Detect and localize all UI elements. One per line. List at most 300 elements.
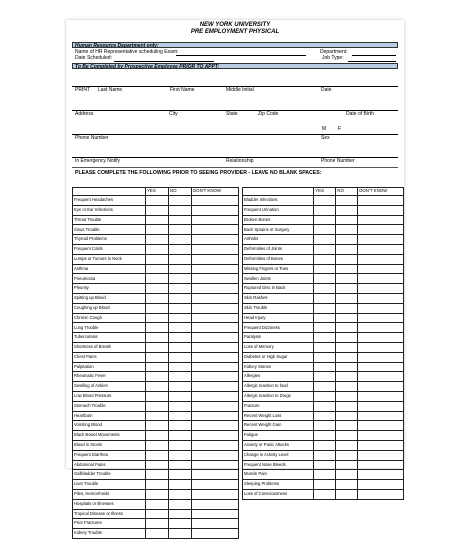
table-row bbox=[73, 440, 239, 450]
table-row bbox=[73, 382, 239, 392]
no-checkbox[interactable] bbox=[336, 225, 358, 235]
no-checkbox[interactable] bbox=[169, 382, 192, 392]
no-checkbox[interactable] bbox=[169, 244, 192, 254]
dont-know-checkbox[interactable] bbox=[192, 372, 239, 382]
no-checkbox[interactable] bbox=[336, 391, 358, 401]
yes-checkbox[interactable] bbox=[146, 401, 169, 411]
symptom-label: Loss of Memory bbox=[243, 342, 314, 352]
table-row bbox=[73, 264, 239, 274]
no-checkbox[interactable] bbox=[169, 274, 192, 284]
yes-checkbox[interactable] bbox=[146, 352, 169, 362]
yes-checkbox[interactable] bbox=[146, 313, 169, 323]
no-checkbox[interactable] bbox=[169, 431, 192, 441]
dont-know-checkbox[interactable] bbox=[192, 411, 239, 421]
dont-know-checkbox[interactable] bbox=[358, 489, 404, 499]
dont-know-checkbox[interactable] bbox=[358, 323, 404, 333]
no-checkbox[interactable] bbox=[169, 264, 192, 274]
no-checkbox[interactable] bbox=[336, 352, 358, 362]
dont-know-checkbox[interactable] bbox=[192, 342, 239, 352]
yes-checkbox[interactable] bbox=[314, 244, 336, 254]
dont-know-checkbox[interactable] bbox=[192, 382, 239, 392]
yes-checkbox[interactable] bbox=[146, 450, 169, 460]
dont-know-checkbox[interactable] bbox=[192, 284, 239, 294]
symptom-label: Loss of Consciousness bbox=[243, 489, 314, 499]
dont-know-checkbox[interactable] bbox=[358, 411, 404, 421]
dont-know-checkbox[interactable] bbox=[358, 391, 404, 401]
symptom-label: Sleeping Problems bbox=[243, 480, 314, 490]
table-row bbox=[73, 225, 239, 235]
yes-checkbox[interactable] bbox=[314, 196, 336, 206]
yes-checkbox[interactable] bbox=[146, 372, 169, 382]
no-checkbox[interactable] bbox=[169, 440, 192, 450]
yes-checkbox[interactable] bbox=[146, 303, 169, 313]
table-row bbox=[73, 323, 239, 333]
no-checkbox[interactable] bbox=[336, 205, 358, 215]
table-row bbox=[243, 264, 404, 274]
dont-know-checkbox[interactable] bbox=[192, 509, 239, 519]
yes-checkbox[interactable] bbox=[146, 529, 169, 539]
no-checkbox[interactable] bbox=[336, 460, 358, 470]
header-blank bbox=[73, 188, 146, 196]
no-checkbox[interactable] bbox=[169, 480, 192, 490]
no-checkbox[interactable] bbox=[169, 293, 192, 303]
header-no: NO bbox=[169, 188, 192, 196]
no-checkbox[interactable] bbox=[169, 215, 192, 225]
yes-checkbox[interactable] bbox=[146, 440, 169, 450]
symptom-label: Chronic Cough bbox=[73, 313, 146, 323]
yes-checkbox[interactable] bbox=[314, 450, 336, 460]
dont-know-checkbox[interactable] bbox=[358, 254, 404, 264]
symptom-label: Tropical Disease or Illness bbox=[73, 509, 146, 519]
dont-know-checkbox[interactable] bbox=[192, 196, 239, 206]
yes-checkbox[interactable] bbox=[314, 440, 336, 450]
symptoms-heading: PLEASE COMPLETE THE FOLLOWING PRIOR TO SEEING PROVIDER - LEAVE NO BLANK SPACES: bbox=[75, 170, 322, 176]
no-checkbox[interactable] bbox=[336, 244, 358, 254]
symptom-label: Deformities of Bones bbox=[243, 254, 314, 264]
no-checkbox[interactable] bbox=[336, 401, 358, 411]
dont-know-checkbox[interactable] bbox=[358, 372, 404, 382]
yes-checkbox[interactable] bbox=[314, 333, 336, 343]
yes-checkbox[interactable] bbox=[146, 489, 169, 499]
yes-checkbox[interactable] bbox=[146, 225, 169, 235]
no-checkbox[interactable] bbox=[336, 333, 358, 343]
no-checkbox[interactable] bbox=[336, 382, 358, 392]
yes-checkbox[interactable] bbox=[146, 205, 169, 215]
no-checkbox[interactable] bbox=[169, 284, 192, 294]
dont-know-checkbox[interactable] bbox=[192, 460, 239, 470]
dont-know-checkbox[interactable] bbox=[358, 235, 404, 245]
dont-know-checkbox[interactable] bbox=[358, 264, 404, 274]
yes-checkbox[interactable] bbox=[146, 342, 169, 352]
no-checkbox[interactable] bbox=[169, 450, 192, 460]
no-checkbox[interactable] bbox=[169, 313, 192, 323]
no-checkbox[interactable] bbox=[169, 499, 192, 509]
symptom-label: Vomiting Blood bbox=[73, 421, 146, 431]
table-row bbox=[73, 362, 239, 372]
hr-name-label: Name of HR Representative scheduling Exam: bbox=[75, 49, 179, 55]
yes-checkbox[interactable] bbox=[146, 382, 169, 392]
no-checkbox[interactable] bbox=[336, 362, 358, 372]
no-checkbox[interactable] bbox=[336, 215, 358, 225]
table-row bbox=[73, 421, 239, 431]
no-checkbox[interactable] bbox=[169, 401, 192, 411]
header-dont-know: DON'T KNOW bbox=[192, 188, 239, 196]
table-row bbox=[73, 509, 239, 519]
no-checkbox[interactable] bbox=[336, 323, 358, 333]
yes-checkbox[interactable] bbox=[146, 333, 169, 343]
header-yes: YES bbox=[146, 188, 169, 196]
yes-checkbox[interactable] bbox=[314, 382, 336, 392]
dont-know-checkbox[interactable] bbox=[358, 450, 404, 460]
dont-know-checkbox[interactable] bbox=[192, 450, 239, 460]
no-checkbox[interactable] bbox=[169, 362, 192, 372]
symptom-label: Tuberculosis bbox=[73, 333, 146, 343]
table-row bbox=[243, 440, 404, 450]
dont-know-checkbox[interactable] bbox=[358, 244, 404, 254]
symptom-label: Muscle Pain bbox=[243, 470, 314, 480]
table-row bbox=[243, 411, 404, 421]
dont-know-checkbox[interactable] bbox=[192, 293, 239, 303]
yes-checkbox[interactable] bbox=[146, 509, 169, 519]
table-row bbox=[73, 254, 239, 264]
department-field[interactable] bbox=[352, 55, 396, 56]
yes-checkbox[interactable] bbox=[146, 499, 169, 509]
header-no: NO bbox=[336, 188, 358, 196]
dont-know-checkbox[interactable] bbox=[358, 362, 404, 372]
dont-know-checkbox[interactable] bbox=[358, 333, 404, 343]
no-checkbox[interactable] bbox=[169, 470, 192, 480]
dont-know-checkbox[interactable] bbox=[358, 225, 404, 235]
table-row bbox=[243, 313, 404, 323]
dont-know-checkbox[interactable] bbox=[358, 401, 404, 411]
no-checkbox[interactable] bbox=[336, 342, 358, 352]
dont-know-checkbox[interactable] bbox=[358, 303, 404, 313]
table-row bbox=[243, 244, 404, 254]
table-row bbox=[73, 470, 239, 480]
symptom-label: Frequent Urination bbox=[243, 205, 314, 215]
dont-know-checkbox[interactable] bbox=[192, 254, 239, 264]
dont-know-checkbox[interactable] bbox=[358, 431, 404, 441]
no-checkbox[interactable] bbox=[336, 440, 358, 450]
yes-checkbox[interactable] bbox=[314, 460, 336, 470]
job-type-field[interactable] bbox=[348, 61, 396, 62]
no-checkbox[interactable] bbox=[169, 196, 192, 206]
yes-checkbox[interactable] bbox=[314, 489, 336, 499]
yes-checkbox[interactable] bbox=[146, 274, 169, 284]
no-checkbox[interactable] bbox=[169, 225, 192, 235]
table-row bbox=[73, 342, 239, 352]
yes-checkbox[interactable] bbox=[314, 235, 336, 245]
no-checkbox[interactable] bbox=[336, 450, 358, 460]
table-row bbox=[243, 460, 404, 470]
no-checkbox[interactable] bbox=[169, 303, 192, 313]
dont-know-checkbox[interactable] bbox=[192, 323, 239, 333]
no-checkbox[interactable] bbox=[336, 274, 358, 284]
symptom-label: Sinus Trouble bbox=[73, 225, 146, 235]
dont-know-checkbox[interactable] bbox=[192, 333, 239, 343]
table-row bbox=[243, 274, 404, 284]
yes-checkbox[interactable] bbox=[146, 391, 169, 401]
table-row bbox=[73, 401, 239, 411]
dont-know-checkbox[interactable] bbox=[358, 205, 404, 215]
symptom-label: Thyroid Problems bbox=[73, 235, 146, 245]
symptom-label: Abdominal Pains bbox=[73, 460, 146, 470]
right-symptom-table bbox=[242, 187, 404, 500]
dont-know-checkbox[interactable] bbox=[192, 235, 239, 245]
dont-know-checkbox[interactable] bbox=[192, 264, 239, 274]
no-checkbox[interactable] bbox=[169, 460, 192, 470]
yes-checkbox[interactable] bbox=[146, 470, 169, 480]
table-row bbox=[243, 342, 404, 352]
no-checkbox[interactable] bbox=[336, 372, 358, 382]
table-row bbox=[243, 362, 404, 372]
symptom-label: Black Bowel Movements bbox=[73, 431, 146, 441]
symptom-label: Heartburn bbox=[73, 411, 146, 421]
table-row bbox=[73, 235, 239, 245]
dont-know-checkbox[interactable] bbox=[358, 313, 404, 323]
symptom-label: Gallbladder Trouble bbox=[73, 470, 146, 480]
symptom-label: Frequent Dizziness bbox=[243, 323, 314, 333]
symptom-label: Throat Trouble bbox=[73, 215, 146, 225]
dont-know-checkbox[interactable] bbox=[192, 303, 239, 313]
dont-know-checkbox[interactable] bbox=[358, 293, 404, 303]
no-checkbox[interactable] bbox=[169, 342, 192, 352]
symptom-label: Back Sprains or Surgery bbox=[243, 225, 314, 235]
no-checkbox[interactable] bbox=[336, 421, 358, 431]
no-checkbox[interactable] bbox=[169, 489, 192, 499]
table-row bbox=[243, 421, 404, 431]
no-checkbox[interactable] bbox=[169, 519, 192, 529]
table-row bbox=[243, 323, 404, 333]
middle-initial-label: Middle Initial bbox=[226, 87, 254, 93]
symptom-label: Palpitation bbox=[73, 362, 146, 372]
dont-know-checkbox[interactable] bbox=[358, 284, 404, 294]
table-row bbox=[243, 352, 404, 362]
yes-checkbox[interactable] bbox=[146, 215, 169, 225]
no-checkbox[interactable] bbox=[169, 411, 192, 421]
dont-know-checkbox[interactable] bbox=[358, 274, 404, 284]
yes-checkbox[interactable] bbox=[146, 235, 169, 245]
no-checkbox[interactable] bbox=[336, 303, 358, 313]
dont-know-checkbox[interactable] bbox=[192, 215, 239, 225]
symptom-label: Pleurisy bbox=[73, 284, 146, 294]
no-checkbox[interactable] bbox=[336, 254, 358, 264]
no-checkbox[interactable] bbox=[169, 391, 192, 401]
dont-know-checkbox[interactable] bbox=[192, 352, 239, 362]
dont-know-checkbox[interactable] bbox=[358, 480, 404, 490]
dont-know-checkbox[interactable] bbox=[192, 362, 239, 372]
dont-know-checkbox[interactable] bbox=[192, 499, 239, 509]
yes-checkbox[interactable] bbox=[314, 205, 336, 215]
yes-checkbox[interactable] bbox=[314, 274, 336, 284]
symptom-label: Deformities of Joints bbox=[243, 244, 314, 254]
yes-checkbox[interactable] bbox=[146, 519, 169, 529]
symptom-label: Allergic reaction to food bbox=[243, 382, 314, 392]
dont-know-checkbox[interactable] bbox=[358, 215, 404, 225]
yes-checkbox[interactable] bbox=[314, 352, 336, 362]
table-row bbox=[73, 244, 239, 254]
yes-checkbox[interactable] bbox=[314, 431, 336, 441]
dont-know-checkbox[interactable] bbox=[192, 421, 239, 431]
dont-know-checkbox[interactable] bbox=[192, 470, 239, 480]
yes-checkbox[interactable] bbox=[146, 480, 169, 490]
print-label: PRINT bbox=[75, 87, 90, 93]
yes-checkbox[interactable] bbox=[314, 470, 336, 480]
symptom-label: Shortness of Breath bbox=[73, 342, 146, 352]
table-row bbox=[73, 411, 239, 421]
no-checkbox[interactable] bbox=[336, 470, 358, 480]
table-row bbox=[243, 480, 404, 490]
no-checkbox[interactable] bbox=[336, 284, 358, 294]
yes-checkbox[interactable] bbox=[314, 215, 336, 225]
dont-know-checkbox[interactable] bbox=[358, 342, 404, 352]
dont-know-checkbox[interactable] bbox=[192, 529, 239, 539]
dont-know-checkbox[interactable] bbox=[192, 244, 239, 254]
symptom-label: Hospitals or Illnesses bbox=[73, 499, 146, 509]
symptom-label: Pneumonia bbox=[73, 274, 146, 284]
no-checkbox[interactable] bbox=[336, 313, 358, 323]
symptom-label: Arthritis bbox=[243, 235, 314, 245]
yes-checkbox[interactable] bbox=[314, 313, 336, 323]
table-row bbox=[243, 293, 404, 303]
yes-checkbox[interactable] bbox=[146, 362, 169, 372]
table-row bbox=[243, 470, 404, 480]
yes-checkbox[interactable] bbox=[314, 372, 336, 382]
yes-checkbox[interactable] bbox=[146, 196, 169, 206]
dont-know-checkbox[interactable] bbox=[358, 460, 404, 470]
no-checkbox[interactable] bbox=[336, 411, 358, 421]
symptom-label: Ruptured Disc in Back bbox=[243, 284, 314, 294]
symptom-label: Blood in Stools bbox=[73, 440, 146, 450]
yes-checkbox[interactable] bbox=[314, 323, 336, 333]
header-blank bbox=[243, 188, 314, 196]
no-checkbox[interactable] bbox=[169, 509, 192, 519]
yes-checkbox[interactable] bbox=[314, 480, 336, 490]
relationship-label: Relationship bbox=[226, 158, 254, 164]
table-row bbox=[243, 254, 404, 264]
yes-checkbox[interactable] bbox=[314, 342, 336, 352]
dont-know-checkbox[interactable] bbox=[358, 440, 404, 450]
section-divider bbox=[72, 167, 398, 168]
yes-checkbox[interactable] bbox=[146, 411, 169, 421]
hr-name-field[interactable] bbox=[176, 55, 306, 56]
yes-checkbox[interactable] bbox=[146, 244, 169, 254]
dont-know-checkbox[interactable] bbox=[192, 313, 239, 323]
yes-checkbox[interactable] bbox=[146, 421, 169, 431]
yes-checkbox[interactable] bbox=[146, 323, 169, 333]
yes-checkbox[interactable] bbox=[314, 225, 336, 235]
dont-know-checkbox[interactable] bbox=[192, 431, 239, 441]
symptom-label: Lung Trouble bbox=[73, 323, 146, 333]
dont-know-checkbox[interactable] bbox=[192, 391, 239, 401]
yes-checkbox[interactable] bbox=[146, 460, 169, 470]
symptom-label: Anxiety or Panic Attacks bbox=[243, 440, 314, 450]
no-checkbox[interactable] bbox=[336, 196, 358, 206]
sex-m-option[interactable]: M bbox=[322, 126, 327, 132]
form-title: PRE EMPLOYMENT PHYSICAL bbox=[190, 29, 280, 35]
dont-know-checkbox[interactable] bbox=[192, 401, 239, 411]
yes-checkbox[interactable] bbox=[146, 264, 169, 274]
dont-know-checkbox[interactable] bbox=[192, 489, 239, 499]
no-checkbox[interactable] bbox=[169, 529, 192, 539]
table-row bbox=[243, 450, 404, 460]
no-checkbox[interactable] bbox=[169, 205, 192, 215]
yes-checkbox[interactable] bbox=[314, 411, 336, 421]
table-row bbox=[243, 391, 404, 401]
header-yes: YES bbox=[314, 188, 336, 196]
table-row bbox=[243, 215, 404, 225]
dont-know-checkbox[interactable] bbox=[192, 225, 239, 235]
no-checkbox[interactable] bbox=[169, 235, 192, 245]
yes-checkbox[interactable] bbox=[314, 254, 336, 264]
dont-know-checkbox[interactable] bbox=[192, 480, 239, 490]
symptom-label: Chest Pains bbox=[73, 352, 146, 362]
no-checkbox[interactable] bbox=[169, 372, 192, 382]
yes-checkbox[interactable] bbox=[146, 293, 169, 303]
table-row bbox=[73, 499, 239, 509]
dont-know-checkbox[interactable] bbox=[358, 382, 404, 392]
yes-checkbox[interactable] bbox=[314, 264, 336, 274]
symptom-label: Swelling of Ankles bbox=[73, 382, 146, 392]
date-scheduled-field[interactable] bbox=[114, 61, 214, 62]
dont-know-checkbox[interactable] bbox=[192, 519, 239, 529]
sex-label: Sex bbox=[321, 135, 330, 141]
dont-know-checkbox[interactable] bbox=[358, 421, 404, 431]
no-checkbox[interactable] bbox=[336, 235, 358, 245]
symptom-label: Prior Fractures bbox=[73, 519, 146, 529]
yes-checkbox[interactable] bbox=[314, 293, 336, 303]
dont-know-checkbox[interactable] bbox=[192, 274, 239, 284]
yes-checkbox[interactable] bbox=[314, 391, 336, 401]
date-label: Date bbox=[321, 87, 332, 93]
sex-f-option[interactable]: F bbox=[338, 126, 342, 132]
phone-line[interactable] bbox=[72, 134, 398, 135]
table-row bbox=[243, 205, 404, 215]
no-checkbox[interactable] bbox=[336, 293, 358, 303]
dont-know-checkbox[interactable] bbox=[192, 440, 239, 450]
yes-checkbox[interactable] bbox=[314, 303, 336, 313]
no-checkbox[interactable] bbox=[169, 352, 192, 362]
yes-checkbox[interactable] bbox=[314, 284, 336, 294]
table-row bbox=[73, 391, 239, 401]
no-checkbox[interactable] bbox=[336, 480, 358, 490]
address-label: Address bbox=[75, 111, 94, 117]
dont-know-checkbox[interactable] bbox=[358, 196, 404, 206]
no-checkbox[interactable] bbox=[169, 421, 192, 431]
yes-checkbox[interactable] bbox=[314, 362, 336, 372]
dont-know-checkbox[interactable] bbox=[358, 352, 404, 362]
table-header-row bbox=[243, 188, 404, 196]
dont-know-checkbox[interactable] bbox=[358, 470, 404, 480]
dont-know-checkbox[interactable] bbox=[192, 205, 239, 215]
no-checkbox[interactable] bbox=[336, 264, 358, 274]
no-checkbox[interactable] bbox=[169, 254, 192, 264]
no-checkbox[interactable] bbox=[336, 489, 358, 499]
yes-checkbox[interactable] bbox=[314, 421, 336, 431]
table-row bbox=[243, 284, 404, 294]
yes-checkbox[interactable] bbox=[146, 284, 169, 294]
table-row bbox=[243, 489, 404, 499]
yes-checkbox[interactable] bbox=[146, 254, 169, 264]
no-checkbox[interactable] bbox=[169, 323, 192, 333]
header-dont-know: DON'T KNOW bbox=[358, 188, 404, 196]
yes-checkbox[interactable] bbox=[314, 401, 336, 411]
yes-checkbox[interactable] bbox=[146, 431, 169, 441]
table-row bbox=[243, 333, 404, 343]
no-checkbox[interactable] bbox=[169, 333, 192, 343]
no-checkbox[interactable] bbox=[336, 431, 358, 441]
table-row bbox=[243, 235, 404, 245]
